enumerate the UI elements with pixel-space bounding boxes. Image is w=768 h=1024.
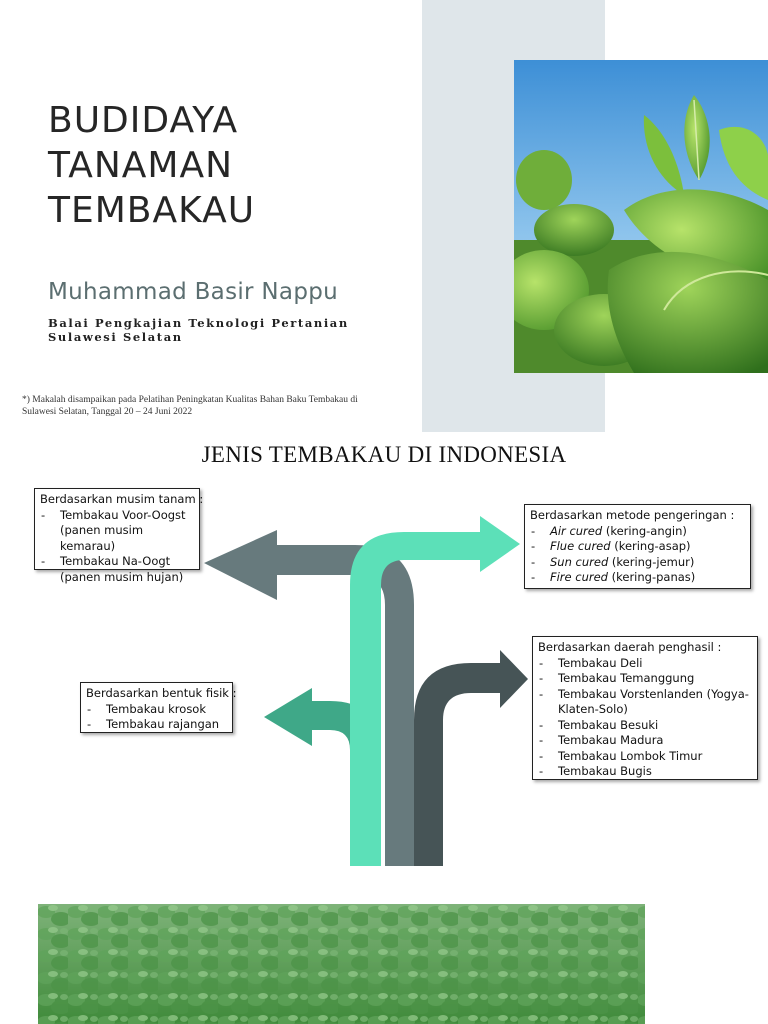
list-item: - Tembakau krosok [86,702,226,718]
musim-item-name: Tembakau Voor-Oogst [60,507,186,522]
daerah-heading: Berdasarkan daerah penghasil : [538,640,722,654]
musim-item-note: (panen musim hujan) [60,569,184,584]
list-item [530,539,744,555]
fisik-heading: Berdasarkan bentuk fisik : [86,686,237,700]
daerah-list [538,656,751,780]
metode-term: Fire cured [550,570,608,584]
metode-desc: (kering-panas) [607,570,696,584]
presentation-title [48,98,255,233]
metode-term: Air cured [550,523,603,538]
musim-tanam-box [34,488,204,584]
title-line-1: BUDIDAYA [48,100,239,141]
metode-pengeringan-box [524,504,751,589]
daerah-penghasil-box [532,636,758,780]
musim-item-name: Tembakau Na-Oogt [60,554,171,568]
institution-line-2: Sulawesi Selatan [48,330,183,344]
musim-item-note: (panen musim kemarau) [60,523,144,553]
list-item: - Tembakau Besuki [538,718,751,734]
diagram-title: JENIS TEMBAKAU DI INDONESIA [201,442,567,467]
tobacco-plant-photo [514,60,768,373]
metode-list [530,524,744,586]
bentuk-fisik-box [80,682,237,733]
title-line-3: TEMBAKAU [48,190,256,231]
musim-list [40,508,193,586]
metode-term: Flue cured [550,539,611,553]
list-item [40,508,193,555]
metode-heading: Berdasarkan metode pengeringan : [530,508,735,522]
metode-desc: (kering-asap) [610,539,691,553]
title-line-2: TANAMAN [48,145,233,186]
musim-heading: Berdasarkan musim tanam : [40,492,204,506]
list-item [530,555,744,571]
footnote: *) Makalah disampaikan pada Pelatihan Peningkatan Kualitas Bahan Baku Tembakau di Sulawesi Selatan, Tanggal 20 – 24 Juni 2022 [22,395,358,417]
tobacco-field-photo [38,904,645,1024]
list-item: - Tembakau Temanggung [538,671,751,687]
list-item [40,554,193,585]
metode-desc: (kering-angin) [602,523,687,538]
list-item: - Tembakau Bugis [538,764,751,780]
arrow-right-dark [414,650,528,866]
list-item: - Tembakau Vorstenlanden (Yogya-Klaten-Solo) [538,687,751,718]
list-item [530,570,744,586]
list-item: - Tembakau Lombok Timur [538,749,751,765]
institution-line-1: Balai Pengkajian Teknologi Pertanian [48,316,349,330]
metode-desc: (kering-jemur) [608,554,695,569]
author-name: Muhammad Basir Nappu [48,279,338,305]
list-item [530,524,744,540]
metode-term: Sun cured [550,554,609,569]
list-item: - Tembakau Madura [538,733,751,749]
list-item: - Tembakau rajangan [86,717,226,733]
fisik-list [86,702,226,733]
institution [48,316,349,344]
list-item: - Tembakau Deli [538,656,751,672]
